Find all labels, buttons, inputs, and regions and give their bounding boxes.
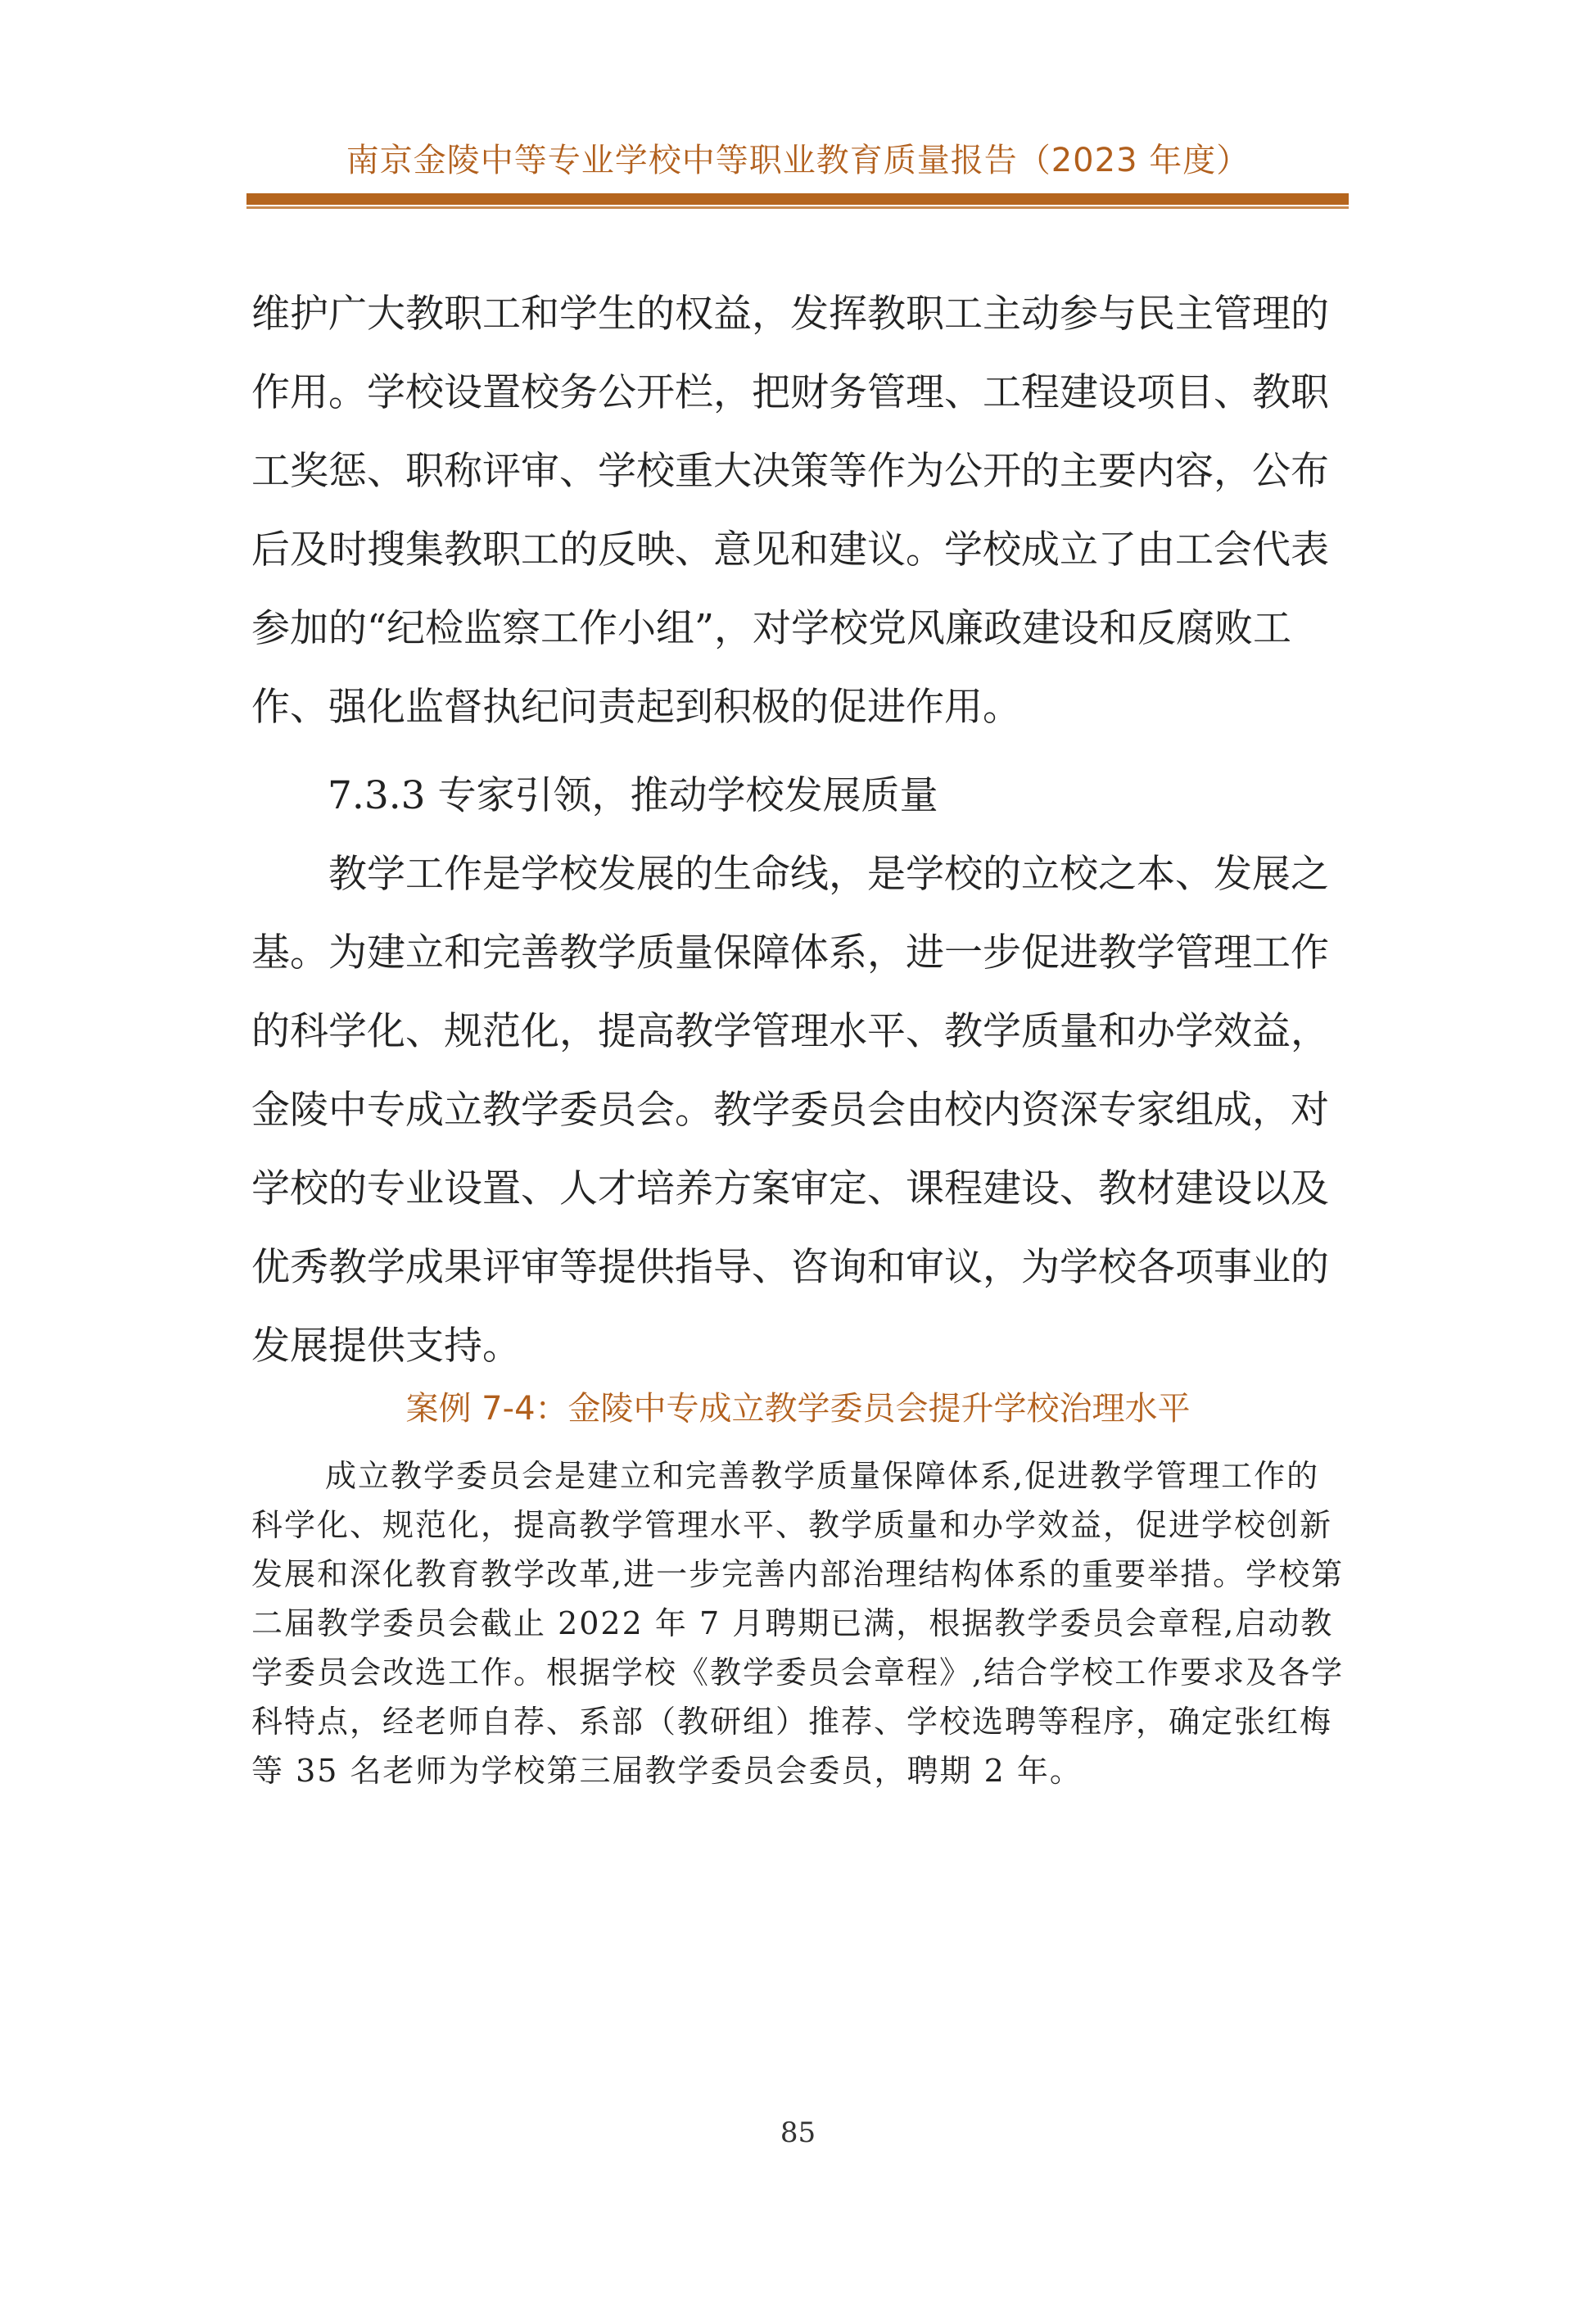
header-divider-thick [246, 193, 1349, 205]
case-title: 案例 7-4：金陵中专成立教学委员会提升学校治理水平 [405, 1390, 1191, 1428]
case-body: 成立教学委员会是建立和完善教学质量保障体系,促进教学管理工作的科学化、规范化，提高教学管理水平、教学质量和办学效益，促进学校创新发展和深化教育教学改革,进一步完善内部治理结构体系的重要举措。学校第二届教学委员会截止 2022 年 7 月聘期已满，根据教学委员会章程,启动教学委员会改选工作。根据学校《教学委员会章程》,结合学校工作要求及各学科特点，经老师自荐、系部（教研组）推荐、学校选聘等程序，确定张红梅等 35 名老师为学校第三届教学委员会委员，聘期 2 年。 [251, 1458, 1345, 1789]
report-header-title: 南京金陵中等专业学校中等职业教育质量报告（2023 年度） [346, 142, 1250, 179]
header-divider [246, 193, 1349, 211]
page-number: 85 [780, 2116, 816, 2149]
body-paragraph-2: 教学工作是学校发展的生命线，是学校的立校之本、发展之基。为建立和完善教学质量保障体系，进一步促进教学管理工作的科学化、规范化，提高教学管理水平、教学质量和办学效益，金陵中专成立教学委员会。教学委员会由校内资深专家组成，对学校的专业设置、人才培养方案审定、课程建设、教材建设以及优秀教学成果评审等提供指导、咨询和审议，为学校各项事业的发展提供支持。 [251, 852, 1329, 1369]
header-divider-thin [246, 206, 1349, 209]
section-heading-7-3-3: 7.3.3 专家引领，推动学校发展质量 [328, 773, 938, 818]
body-paragraph-1: 维护广大教职工和学生的权益，发挥教职工主动参与民主管理的作用。学校设置校务公开栏，把财务管理、工程建设项目、教职工奖惩、职称评审、学校重大决策等作为公开的主要内容，公布后及时搜集教职工的反映、意见和建议。学校成立了由工会代表参加的“纪检监察工作小组”，对学校党风廉政建设和反腐败工作、强化监督执纪问责起到积极的促进作用。 [251, 292, 1329, 730]
